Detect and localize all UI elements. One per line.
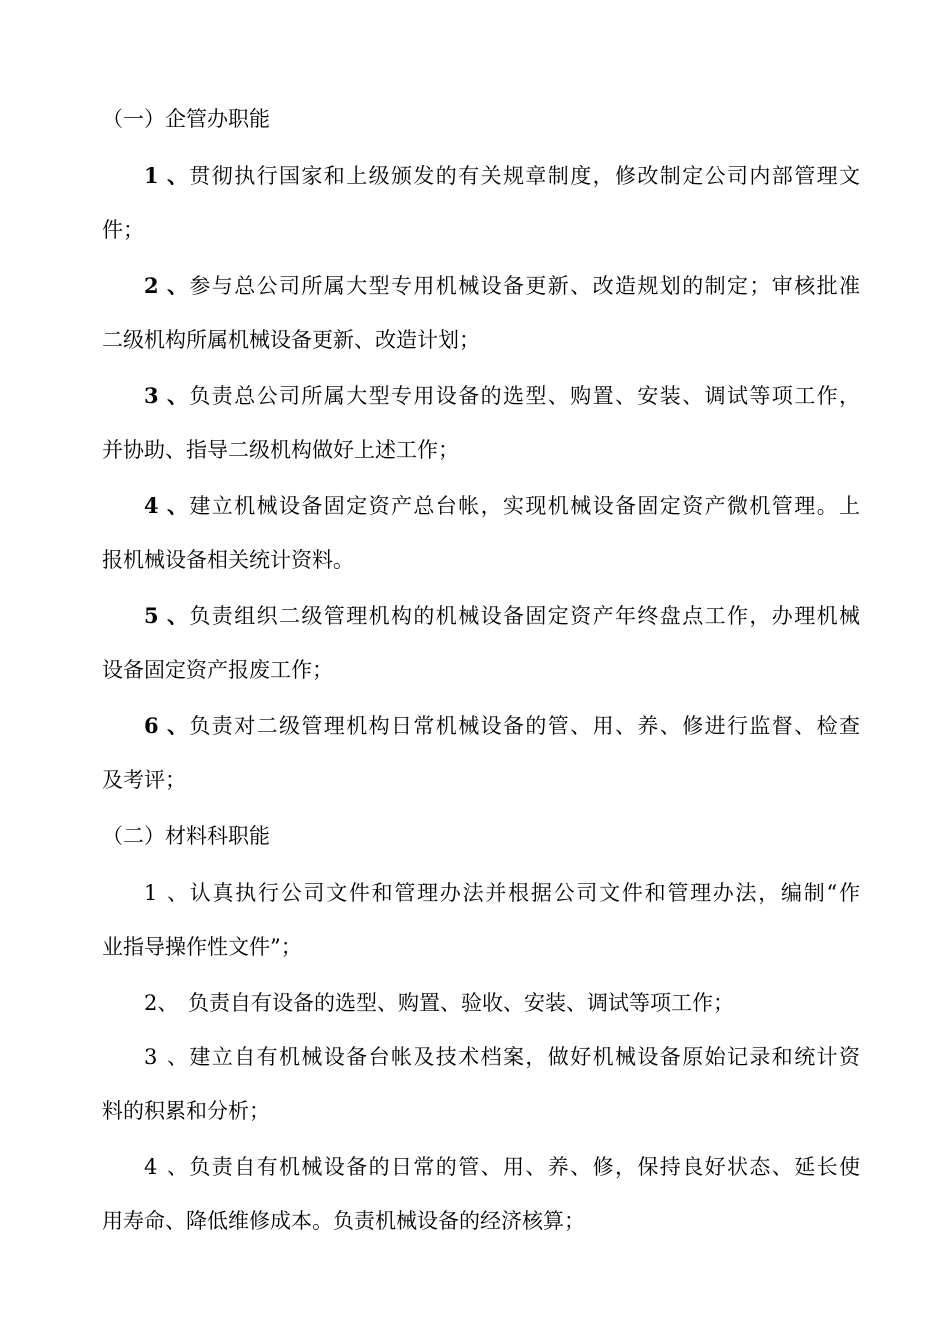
item-number: 2、 [144,991,179,1015]
item-first-line [102,1153,860,1207]
list-item [102,272,860,380]
list-item [102,492,860,600]
item-number: 2、 [144,273,188,298]
list-item [102,712,860,820]
item-continuation-line: 件； [102,218,144,242]
list-item [102,382,860,490]
item-first-line [102,1043,860,1097]
item-text: 负责对二级管理机构日常机械设备的管、用、养、修进行监督、检查 [188,714,860,738]
section-heading-2: （二）材料科职能 [102,824,270,848]
item-first-line [102,162,860,216]
list-item [102,879,860,987]
item-first-line [102,492,860,546]
item-first-line [102,989,860,1043]
item-first-line [102,879,860,933]
item-text: 贯彻执行国家和上级颁发的有关规章制度，修改制定公司内部管理文 [188,164,860,188]
item-text: 认真执行公司文件和管理办法并根据公司文件和管理办法，编制“作 [188,881,860,905]
list-item [102,602,860,710]
list-item [102,989,860,1043]
list-item [102,162,860,270]
item-number: 3、 [144,1045,188,1069]
list-item [102,1043,860,1151]
item-first-line [102,382,860,436]
item-first-line [102,712,860,766]
item-continuation-line: 料的积累和分析； [102,1099,270,1123]
item-number: 4、 [144,493,188,518]
item-text: 建立自有机械设备台帐及技术档案，做好机械设备原始记录和统计资 [188,1045,860,1069]
item-number: 4、 [144,1155,188,1179]
item-text: 建立机械设备固定资产总台帐，实现机械设备固定资产微机管理。上 [188,494,860,518]
item-number: 1、 [144,163,188,188]
item-number: 1、 [144,881,188,905]
item-continuation-line: 用寿命、降低维修成本。负责机械设备的经济核算； [102,1209,585,1233]
item-continuation-line: 设备固定资产报废工作； [102,658,333,682]
item-text: 负责组织二级管理机构的机械设备固定资产年终盘点工作，办理机械 [188,604,860,628]
item-first-line [102,602,860,656]
item-continuation-line: 并协助、指导二级机构做好上述工作； [102,438,459,462]
item-text: 参与总公司所属大型专用机械设备更新、改造规划的制定；审核批准 [188,274,860,298]
item-number: 6、 [144,713,188,738]
item-number: 3、 [144,383,188,408]
item-text: 负责总公司所属大型专用设备的选型、购置、安装、调试等项工作， [188,384,860,408]
item-continuation-line: 及考评； [102,768,186,792]
item-number: 5、 [144,603,188,628]
item-text: 负责自有机械设备的日常的管、用、养、修，保持良好状态、延长使 [188,1155,860,1179]
item-text: 负责自有设备的选型、购置、验收、安装、调试等项工作； [188,991,734,1015]
item-continuation-line: 业指导操作性文件”； [102,935,302,959]
item-first-line [102,272,860,326]
item-continuation-line: 报机械设备相关统计资料。 [102,548,354,572]
list-item [102,1153,860,1261]
section-heading-1: （一）企管办职能 [102,107,270,131]
item-continuation-line: 二级机构所属机械设备更新、改造计划； [102,328,480,352]
